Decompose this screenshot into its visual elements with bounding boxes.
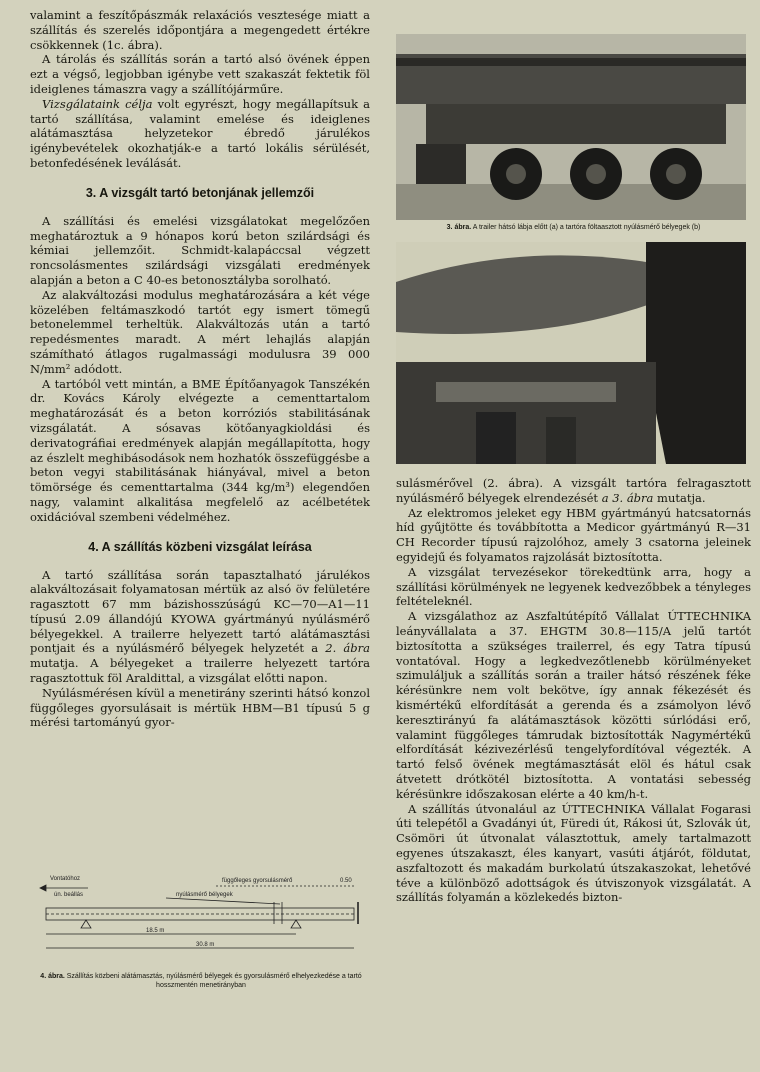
leader-line xyxy=(166,898,280,904)
photo-beam-underside xyxy=(396,242,746,464)
paragraph: valamint a feszítőpászmák relaxációs vesztesége miatt a szállítás és szerelés időpontjára a megengedett értékre csökkennek (1c. ábra). xyxy=(30,8,370,52)
paragraph: A tartóból vett mintán, a BME Építőanyagok Tanszékén dr. Kovács Károly elvégezte a cementtartalom meghatározását és a beton korróziós stabilitásának vizsgálatát. A sósavas kötőanyagkioldási és derivatográfiai eredmények alapján megállapította, hogy az észlelt meghibásodások nem hozhatók összefüggésbe a beton vegyi stabilitásának hiányával, mivel a beton tömörsége és cementtartalma (344 kg/m³) elegendően nagy, valamint alkalitása megfelelő az acélbetétek oxidációval szembeni védelméhez. xyxy=(30,376,370,524)
paragraph: A vizsgálat tervezésekor törekedtünk arra, hogy a szállítási körülmények ne legyenek kedvezőbbek a tényleges feltételeknél. xyxy=(396,564,751,609)
paragraph xyxy=(396,476,751,506)
label-gauges: nyúlásmérő bélyegek xyxy=(176,892,233,898)
figure-4 xyxy=(26,862,376,990)
figure-reference: 2. ábra xyxy=(325,641,370,656)
front-support xyxy=(81,920,91,928)
caption-text: A trailer hátsó lábja előtt (a) a tartóra föltaasztott nyúlásmérő bélyegek (b) xyxy=(471,224,701,231)
paragraph: A szállítás útvonalául az ÚTTECHNIKA Vállalat Fogarasi úti telepétől a Gvadányi út, Füredi út, Rákosi út, Szlovák út, Csömöri út útvonalat választottuk, amely tartalmazott egyenes útszakaszt, éles kanyart, vasúti átjárót, földutat, aszfaltozott és makadám burkolatú útszakaszokat, lehetővé téve a különböző adottságok és útviszonyok vizsgálatát. A szállítás folyamán a közlekedés bizton- xyxy=(396,801,751,905)
figure-3-caption xyxy=(402,223,745,232)
label-dimension-1: 18.5 m xyxy=(146,928,165,934)
label-tractor: Vontatóhoz xyxy=(50,876,81,882)
paragraph-text: A tartó szállítása során tapasztalható járulékos alakváltozásait folyamatosan mértük az alsó öv felületére ragasztott 67 mm bázishosszúságú KC—70—A1—11 típusú 2.09 állandójú KYOWA gyártmányú nyúlásmérő bélyegekkel. A trailerre helyezett tartó alátámasztási pontjait és a nyúlásmérő bélyegek helyzetét a xyxy=(30,567,370,656)
caption-number: 4. ábra. xyxy=(40,973,65,980)
paragraph: A szállítási és emelési vizsgálatokat megelőzően meghatároztuk a 9 hónapos korú beton szilárdsági és kémiai jellemzőit. Schmidt-kalapáccsal végzett roncsolásmentes szilárdsági vizsgálati eredmények alapján a beton a C 40-es betonosztályba sorolható. xyxy=(30,213,370,287)
caption-text: Szállítás közbeni alátámasztás, nyúlásmérő bélyegek és gyorsulásmérő elhelyezkedése a tartó hosszmentén menetirányban xyxy=(64,973,362,989)
paragraph: A vizsgálathoz az Aszfaltútépítő Vállalat ÚTTECHNIKA leányvállalata a 37. EHGTM 30.8—115/A jelű tartót biztosította a szükséges trailerrel, és egy Tatra típusú vontatóval. Hogy a legkedvezőtlenebb körülményeket szimuláljuk a szállítás során a trailer hátsó részének féke kérésünkre nem volt bekötve, így annak fékezését és kismértékű elfordítását a gerenda és a zsámolyon lévő keresztirányú fa alátámasztások közötti súrlódási erő, valamint függőleges támrudak biztosították Nagymértékű elfordítását kézivezérlésű tengelyfordítóval végezték. A tartó felső övének megtámasztását elöl és hátul csak átvetett drótkötél biztosította. A vontatási sebesség kérésünkre időszakosan elérte a 40 km/h-t. xyxy=(396,609,751,801)
label-accelerometer: függőleges gyorsulásmérő xyxy=(222,878,293,884)
left-column xyxy=(30,8,370,730)
rear-support xyxy=(291,920,301,928)
section-heading-4: 4. A szállítás közbeni vizsgálat leírása xyxy=(88,539,312,554)
photo-image xyxy=(396,34,746,220)
photo-image xyxy=(396,242,746,464)
paragraph: A tárolás és szállítás során a tartó alsó övének éppen ezt a végső, legjobban igénybe vett szakaszát fektetik föl ideiglenes támaszra vagy a szállítójárműre. xyxy=(30,52,370,96)
label-left: ún. beállás xyxy=(54,892,84,898)
paragraph: Nyúlásmérésen kívül a menetirány szerinti hátsó konzol függőleges gyorsulásait is mértük HBM—B1 típusú 5 g mérési tartományú gyor- xyxy=(30,685,370,730)
figure-4-caption xyxy=(26,972,376,990)
paragraph: Az elektromos jeleket egy HBM gyártmányú hatcsatornás híd gyűjtötte és továbbította a Medicor gyártmányú R—31 CH Recorder típusú rajzolóhoz, amely 3 csatorna jeleinek egyidejű és folyamatos rajzolását biztosította. xyxy=(396,505,751,564)
right-text-block xyxy=(396,476,751,905)
figure-reference: a 3. ábra xyxy=(601,490,654,505)
paragraph-text: mutatja. xyxy=(653,490,706,505)
label-dimension-2: 30.8 m xyxy=(196,942,215,948)
caption-number: 3. ábra. xyxy=(446,224,472,231)
photo-trailer-wheels xyxy=(396,34,746,220)
paragraph xyxy=(30,568,370,686)
support-diagram xyxy=(26,862,376,962)
label-offset: 0.50 xyxy=(340,878,352,884)
paragraph-text: volt egyrészt, hogy megállapítsuk a tartó szállítása, valamint emelése és ideiglenes alátámasztása helyzetekor ébredő járulékos igénybevételek okozhatják-e a tartó lokális sérülését, betonfedésének leválását. xyxy=(30,96,370,170)
paragraph-text: mutatja. A bélyegeket a trailerre helyezett tartóra ragasztottuk föl Araldittal, a vizsgálat előtti napon. xyxy=(30,656,370,686)
paragraph xyxy=(30,97,370,171)
paragraph: Az alakváltozási modulus meghatározására a két vége közelében feltámaszkodó tartót egy ismert tömegű betonelemmel terheltük. Alakváltozás után a tartó repedésmentes maradt. A mért lehajlás alapján számítható átlagos rugalmassági modulusra 39 000 N/mm² adódott. xyxy=(30,287,370,376)
paragraph-text: sulásmérővel (2. ábra). A vizsgált tartóra felragasztott nyúlásmérő bélyegek elrendezését xyxy=(396,476,751,505)
emphasis: Vizsgálataink célja xyxy=(42,96,153,111)
section-heading-3: 3. A vizsgált tartó betonjának jellemzői xyxy=(85,185,315,200)
arrow-head xyxy=(40,885,46,891)
right-column xyxy=(396,8,751,905)
